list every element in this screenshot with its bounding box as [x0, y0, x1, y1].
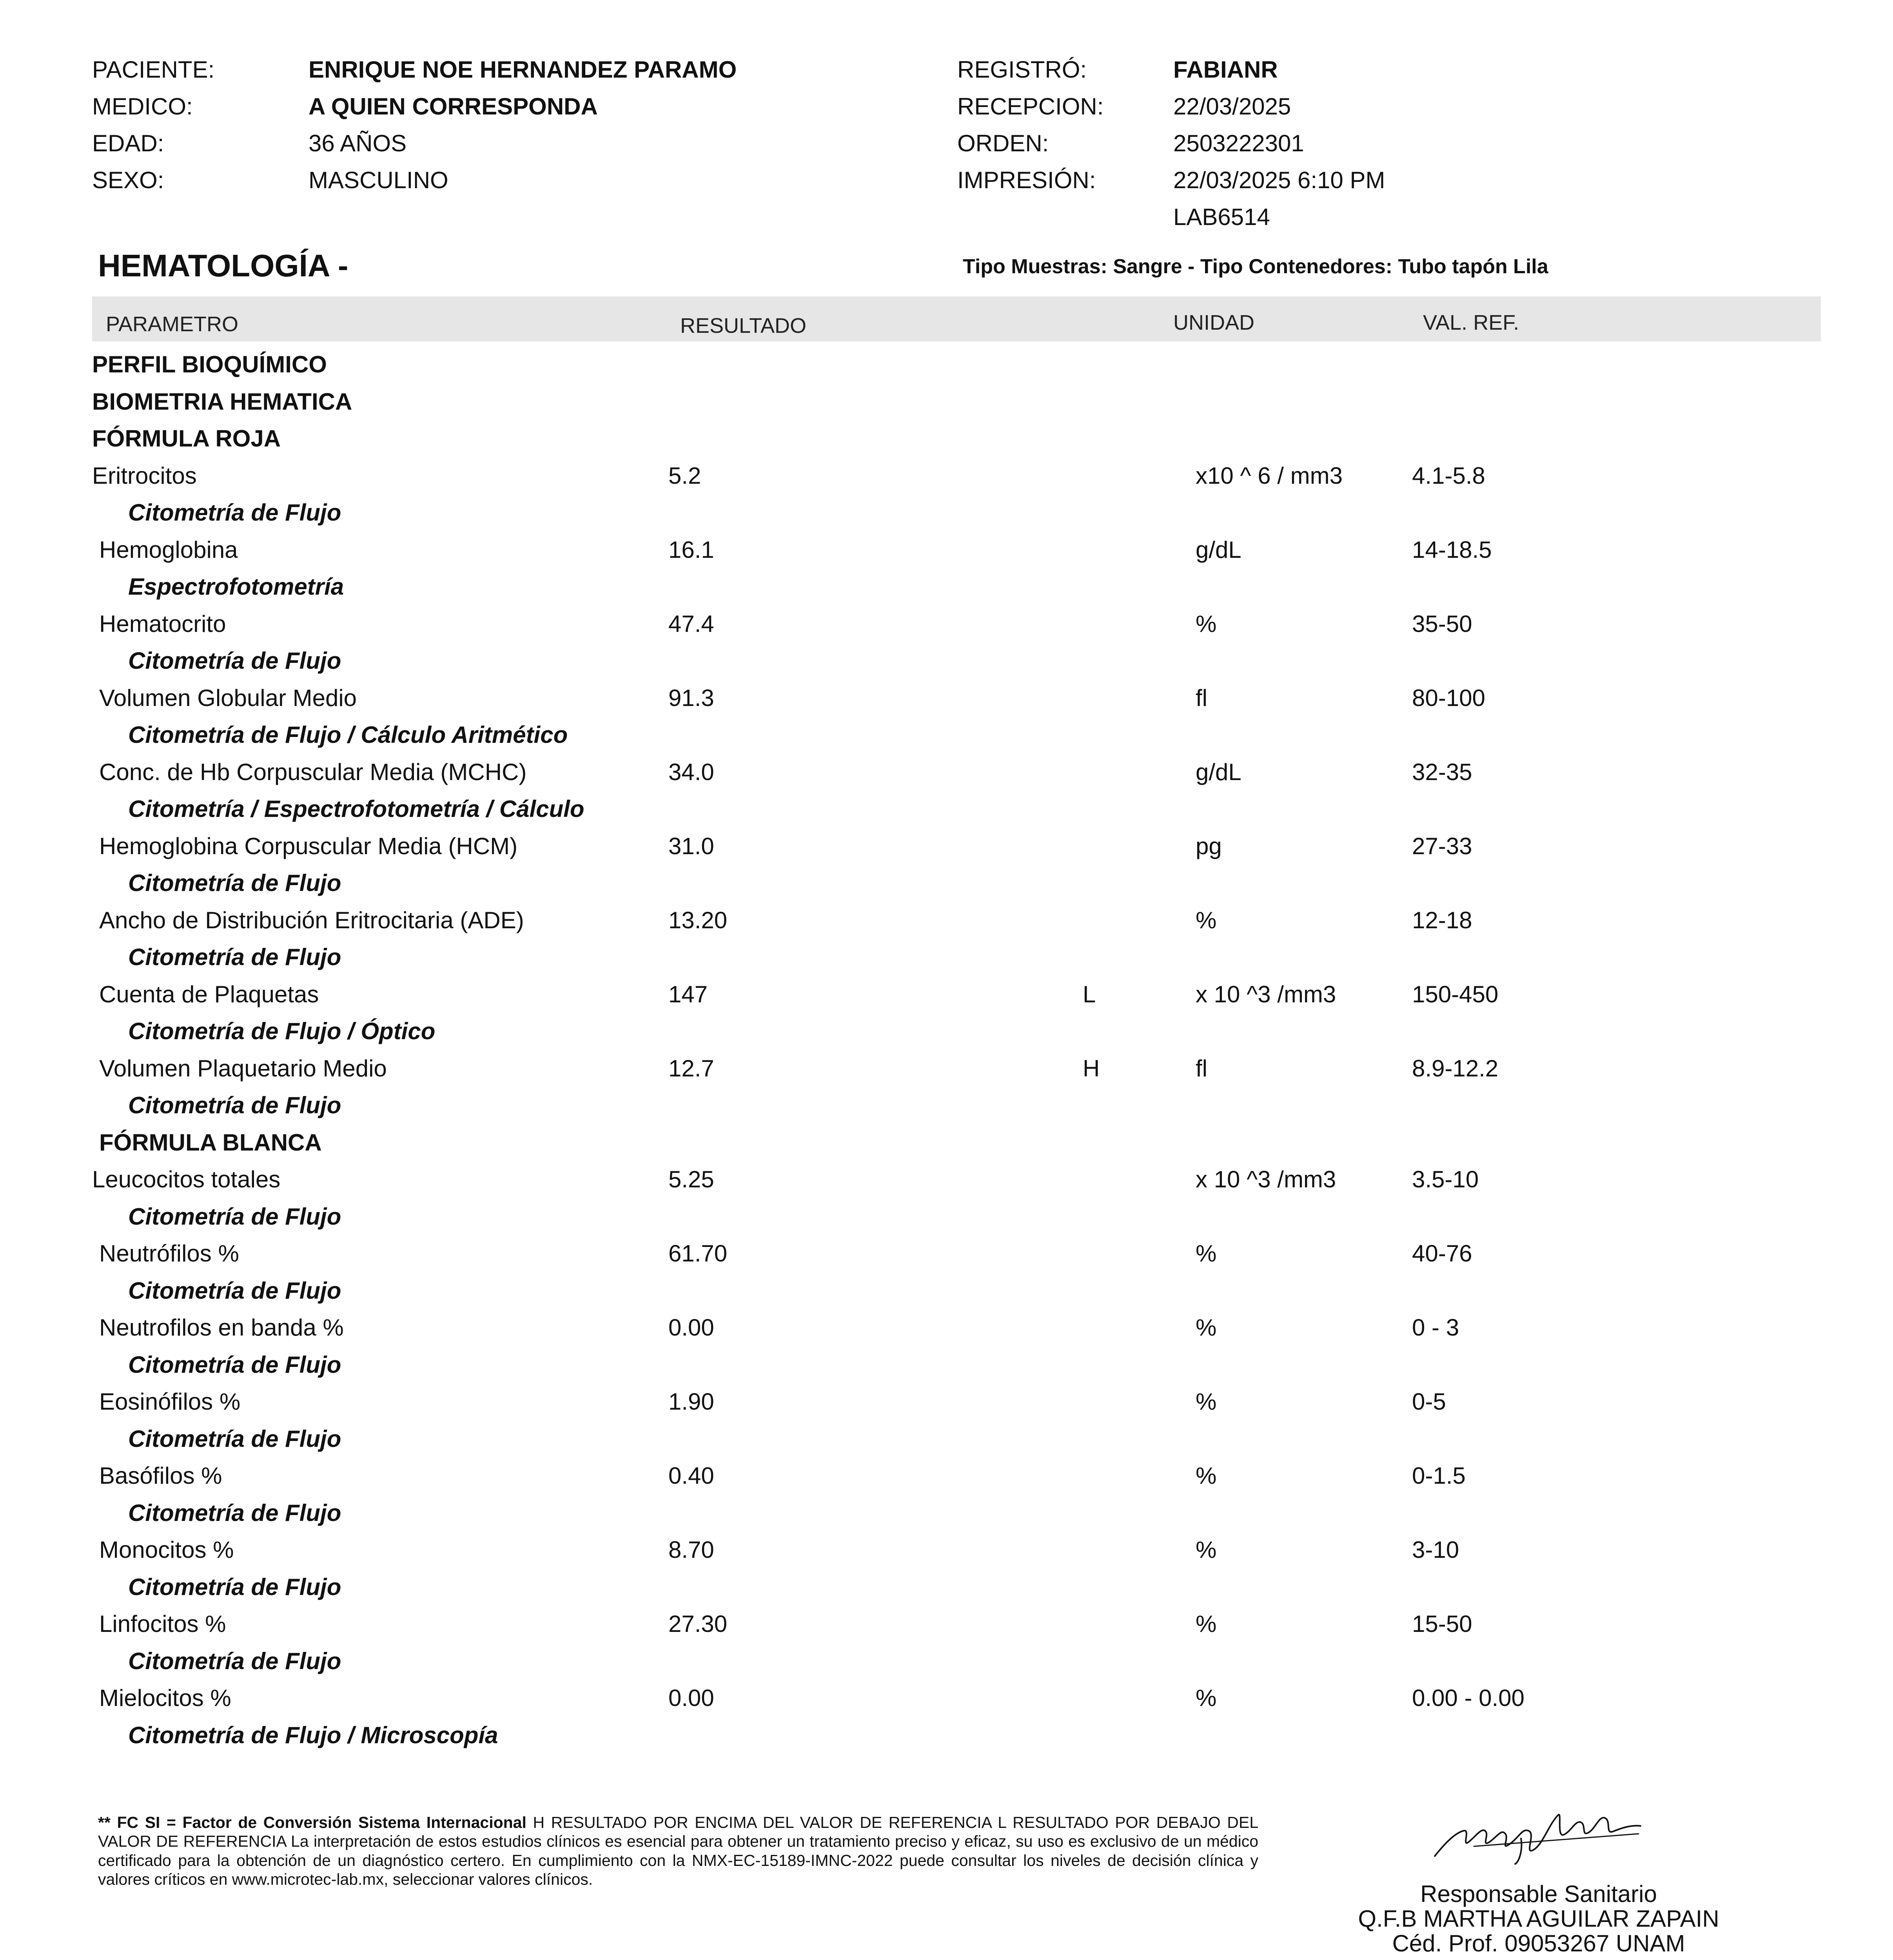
reception-label: RECEPCION: [957, 93, 1104, 120]
doctor-label: MEDICO: [92, 93, 193, 120]
result-flag: L [1083, 981, 1096, 1007]
order-label: ORDEN: [957, 130, 1049, 156]
group-header-row [0, 353, 1893, 390]
method-row [0, 1575, 1893, 1612]
method-row [0, 1650, 1893, 1686]
unit-value: g/dL [1196, 759, 1241, 785]
group-name: PERFIL BIOQUÍMICO [92, 351, 327, 377]
result-row [0, 760, 1893, 797]
group-name: FÓRMULA ROJA [92, 425, 281, 452]
section-title: HEMATOLOGÍA - [98, 248, 348, 283]
method-name: Citometría de Flujo [128, 1203, 341, 1230]
method-name: Citometría de Flujo [128, 944, 341, 970]
result-row [0, 835, 1893, 871]
result-value: 8.70 [668, 1537, 714, 1563]
parameter-name: Eosinófilos % [99, 1388, 241, 1415]
result-row [0, 983, 1893, 1020]
parameter-name: Conc. de Hb Corpuscular Media (MCHC) [99, 759, 527, 785]
unit-value: % [1196, 1240, 1217, 1267]
method-name: Citometría de Flujo / Microscopía [128, 1722, 498, 1748]
method-name: Citometría de Flujo / Cálculo Aritmético [128, 722, 568, 748]
result-row [0, 1316, 1893, 1353]
responsible-license: Céd. Prof. 09053267 UNAM [1392, 1930, 1685, 1956]
method-name: Espectrofotometría [128, 573, 344, 600]
group-name: BIOMETRIA HEMATICA [92, 388, 352, 415]
unit-value: % [1196, 1463, 1217, 1489]
patient-label: PACIENTE: [92, 56, 215, 83]
method-row [0, 501, 1893, 538]
method-name: Citometría de Flujo [128, 1573, 341, 1600]
unit-value: x 10 ^3 /mm3 [1196, 981, 1336, 1007]
responsible-name: Q.F.B MARTHA AGUILAR ZAPAIN [1358, 1906, 1719, 1932]
method-row [0, 1427, 1893, 1464]
unit-value: % [1196, 610, 1217, 637]
reference-value: 80-100 [1412, 684, 1485, 711]
footnote [98, 1813, 1258, 1889]
result-value: 61.70 [668, 1240, 728, 1267]
responsible-title: Responsable Sanitario [1420, 1881, 1657, 1907]
unit-value: fl [1196, 684, 1207, 711]
reference-value: 0-1.5 [1412, 1463, 1466, 1489]
parameter-name: Hematocrito [99, 610, 226, 637]
reference-value: 3.5-10 [1412, 1166, 1479, 1192]
unit-value: x 10 ^3 /mm3 [1196, 1166, 1336, 1192]
result-value: 34.0 [668, 759, 714, 785]
method-row [0, 946, 1893, 982]
result-row [0, 1168, 1893, 1205]
result-row [0, 612, 1893, 649]
unit-value: % [1196, 1537, 1217, 1563]
column-resultado: RESULTADO [680, 314, 807, 338]
unit-value: % [1196, 1388, 1217, 1415]
footnote-bold: ** FC SI = Factor de Conversión Sistema Internacional [98, 1813, 526, 1831]
result-value: 0.40 [668, 1463, 714, 1489]
result-row [0, 464, 1893, 501]
reception-row [0, 95, 1893, 122]
group-header-row [0, 427, 1893, 464]
parameter-name: Leucocitos totales [92, 1166, 281, 1192]
reception-date: 22/03/2025 [1173, 93, 1291, 120]
print-datetime: 22/03/2025 6:10 PM [1173, 167, 1385, 193]
sex-value: MASCULINO [309, 167, 448, 193]
result-value: 16.1 [668, 536, 714, 563]
parameter-name: Eritrocitos [92, 462, 197, 489]
method-row [0, 1279, 1893, 1316]
result-value: 1.90 [668, 1388, 714, 1415]
parameter-name: Neutrofilos en banda % [99, 1314, 344, 1341]
method-name: Citometría de Flujo [128, 870, 341, 896]
result-row [0, 1057, 1893, 1094]
result-row [0, 1242, 1893, 1279]
result-value: 27.30 [668, 1611, 728, 1637]
patient-name: ENRIQUE NOE HERNANDEZ PARAMO [309, 56, 737, 83]
sample-info: Tipo Muestras: Sangre - Tipo Contenedores: Tubo tapón Lila [963, 255, 1548, 278]
method-row [0, 871, 1893, 908]
column-val-ref: VAL. REF. [1423, 311, 1519, 334]
column-parametro: PARAMETRO [106, 312, 239, 336]
result-value: 5.2 [668, 462, 701, 489]
result-value: 0.00 [668, 1314, 714, 1341]
parameter-name: Ancho de Distribución Eritrocitaria (ADE) [99, 907, 524, 933]
parameter-name: Neutrófilos % [99, 1240, 239, 1267]
result-row [0, 538, 1893, 575]
result-row [0, 1390, 1893, 1427]
parameter-name: Hemoglobina Corpuscular Media (HCM) [99, 833, 518, 859]
sex-label: SEXO: [92, 167, 164, 193]
column-unidad: UNIDAD [1173, 311, 1255, 334]
responsible-block [1294, 1882, 1784, 1956]
reference-value: 0-5 [1412, 1388, 1446, 1415]
result-value: 147 [668, 981, 708, 1007]
parameter-name: Cuenta de Plaquetas [99, 981, 319, 1007]
method-row [0, 797, 1893, 834]
unit-value: % [1196, 1611, 1217, 1637]
footnote-text: H RESULTADO POR ENCIMA DEL VALOR DE REFERENCIA L RESULTADO POR DEBAJO DEL VALOR DE REFERENCIA La interpretación de estos estudios clínicos es esencial para obtener un tratamiento preciso y eficaz, su uso es exclusivo de un médico certificado para la obtención de un diagnóstico certero. En cumplimiento con la NMX-EC-15189-IMNC-2022 puede consultar los niveles de decisión clínica y valores críticos en www.microtec-lab.mx, seleccionar valores clínicos. [98, 1813, 1258, 1889]
result-value: 13.20 [668, 907, 728, 933]
method-row [0, 1020, 1893, 1056]
method-row [0, 723, 1893, 760]
registered-by-label: REGISTRÓ: [957, 56, 1087, 83]
result-value: 31.0 [668, 833, 714, 859]
age-value: 36 AÑOS [309, 130, 407, 156]
order-row [0, 132, 1893, 159]
age-label: EDAD: [92, 130, 164, 156]
reference-value: 3-10 [1412, 1537, 1459, 1563]
reference-value: 12-18 [1412, 907, 1472, 933]
method-name: Citometría / Espectrofotometría / Cálculo [128, 796, 584, 822]
result-row [0, 1612, 1893, 1649]
unit-value: % [1196, 1685, 1217, 1711]
group-header-row [0, 1131, 1893, 1168]
group-header-row [0, 390, 1893, 427]
result-value: 12.7 [668, 1055, 714, 1082]
reference-value: 15-50 [1412, 1611, 1472, 1637]
result-value: 0.00 [668, 1685, 714, 1711]
reference-value: 27-33 [1412, 833, 1472, 859]
method-row [0, 1353, 1893, 1390]
method-name: Citometría de Flujo [128, 1499, 341, 1526]
result-value: 47.4 [668, 610, 714, 637]
method-name: Citometría de Flujo [128, 648, 341, 674]
parameter-name: Linfocitos % [99, 1611, 226, 1637]
lab-row [0, 205, 1893, 233]
unit-value: fl [1196, 1055, 1207, 1082]
method-name: Citometría de Flujo [128, 1648, 341, 1674]
unit-value: % [1196, 1314, 1217, 1341]
print-row [0, 169, 1893, 196]
reference-value: 8.9-12.2 [1412, 1055, 1499, 1082]
result-row [0, 1538, 1893, 1575]
method-row [0, 575, 1893, 612]
order-number: 2503222301 [1173, 130, 1304, 156]
unit-value: % [1196, 907, 1217, 933]
reference-value: 14-18.5 [1412, 536, 1492, 563]
reference-value: 40-76 [1412, 1240, 1472, 1267]
registered-by-row [0, 58, 1893, 85]
method-row [0, 1205, 1893, 1242]
parameter-name: Mielocitos % [99, 1685, 231, 1711]
parameter-name: Volumen Globular Medio [99, 684, 357, 711]
column-header-bar [92, 296, 1821, 341]
result-value: 91.3 [668, 684, 714, 711]
reference-value: 0 - 3 [1412, 1314, 1459, 1341]
parameter-name: Monocitos % [99, 1537, 234, 1563]
method-row [0, 1501, 1893, 1538]
method-name: Citometría de Flujo [128, 1277, 341, 1304]
doctor-name: A QUIEN CORRESPONDA [309, 93, 598, 120]
method-name: Citometría de Flujo / Óptico [128, 1018, 436, 1044]
reference-value: 32-35 [1412, 759, 1472, 785]
result-row [0, 1686, 1893, 1723]
reference-value: 35-50 [1412, 610, 1472, 637]
lab-code: LAB6514 [1173, 204, 1270, 230]
method-name: Citometría de Flujo [128, 1425, 341, 1452]
method-name: Citometría de Flujo [128, 1092, 341, 1118]
method-row [0, 649, 1893, 686]
unit-value: g/dL [1196, 536, 1241, 563]
parameter-name: Basófilos % [99, 1463, 222, 1489]
method-row [0, 1094, 1893, 1131]
reference-value: 150-450 [1412, 981, 1499, 1007]
reference-value: 0.00 - 0.00 [1412, 1685, 1525, 1711]
method-row [0, 1724, 1893, 1760]
method-name: Citometría de Flujo [128, 1351, 341, 1378]
group-name: FÓRMULA BLANCA [99, 1129, 322, 1156]
parameter-name: Volumen Plaquetario Medio [99, 1055, 387, 1082]
signature-image [1427, 1788, 1646, 1866]
result-row [0, 1464, 1893, 1501]
unit-value: x10 ^ 6 / mm3 [1196, 462, 1343, 489]
result-flag: H [1083, 1055, 1100, 1082]
unit-value: pg [1196, 833, 1222, 859]
result-value: 5.25 [668, 1166, 714, 1192]
print-label: IMPRESIÓN: [957, 167, 1096, 193]
reference-value: 4.1-5.8 [1412, 462, 1485, 489]
result-row [0, 909, 1893, 946]
parameter-name: Hemoglobina [99, 536, 238, 563]
registered-by-value: FABIANR [1173, 56, 1278, 83]
result-row [0, 686, 1893, 723]
method-name: Citometría de Flujo [128, 499, 341, 526]
